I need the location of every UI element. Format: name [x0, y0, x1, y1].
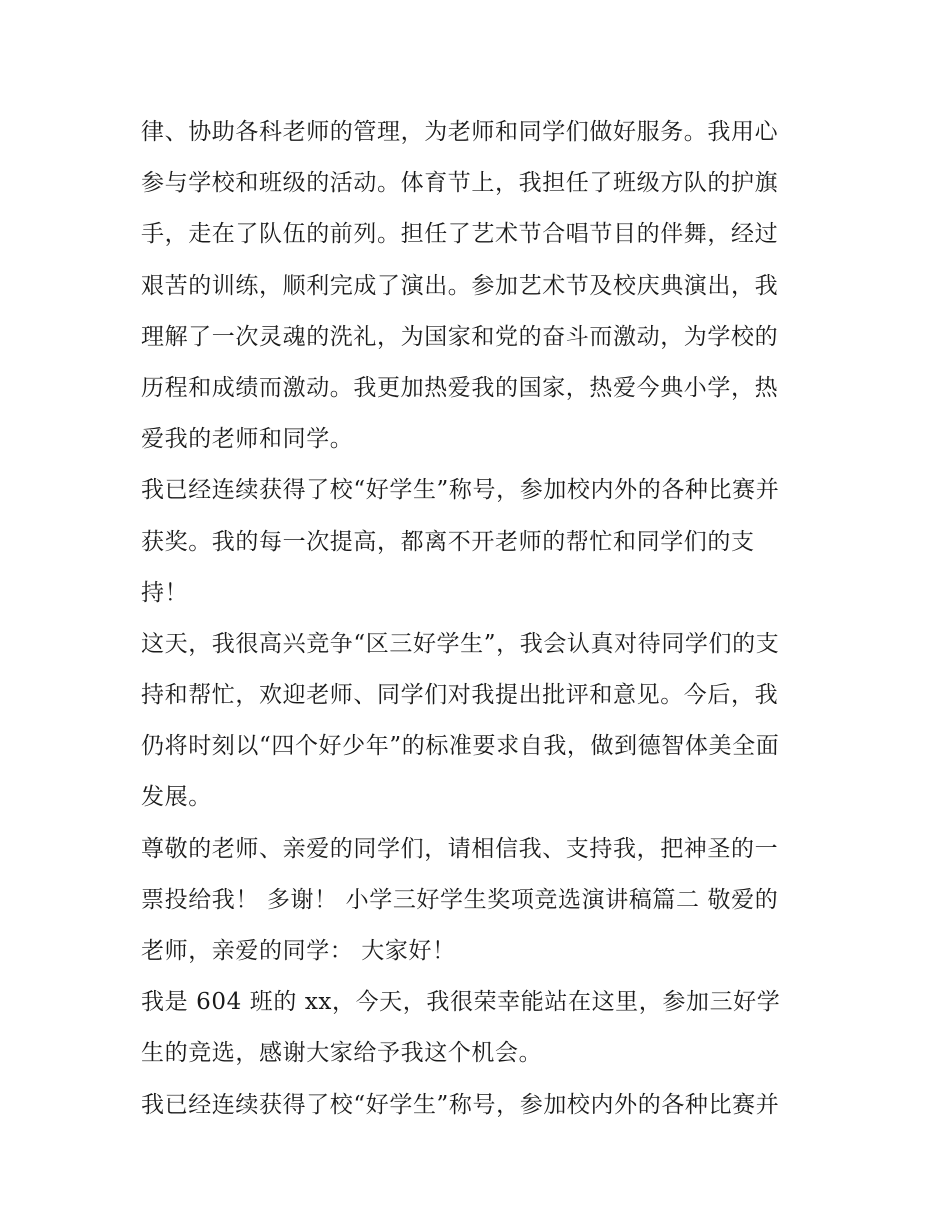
text-line: 获奖。我的每一次提高，都离不开老师的帮忙和同学们的支 — [141, 528, 755, 555]
text-line: 发展。 — [141, 784, 212, 811]
text-line: 生的竞选，感谢大家给予我这个机会。 — [141, 1040, 543, 1067]
text-line: 持和帮忙，欢迎老师、同学们对我提出批评和意见。今后，我 — [141, 682, 779, 709]
text-line: 爱我的老师和同学。 — [141, 426, 354, 453]
text-line: 票投给我！ 多谢！ 小学三好学生奖项竞选演讲稿篇二 敬爱的 — [141, 886, 779, 913]
text-line: 持！ — [141, 579, 189, 606]
text-line: 我是 604 班的 xx，今天，我很荣幸能站在这里，参加三好学 — [141, 989, 781, 1016]
text-line: 我已经连续获得了校“好学生”称号，参加校内外的各种比赛并 — [141, 477, 780, 504]
text-line: 尊敬的老师、亲爱的同学们，请相信我、支持我，把神圣的一 — [141, 835, 779, 862]
text-line: 历程和成绩而激动。我更加热爱我的国家，热爱今典小学，热 — [141, 374, 779, 401]
text-line: 参与学校和班级的活动。体育节上，我担任了班级方队的护旗 — [141, 170, 779, 197]
text-line: 艰苦的训练，顺利完成了演出。参加艺术节及校庆典演出，我 — [141, 272, 779, 299]
text-line: 手，走在了队伍的前列。担任了艺术节合唱节目的伴舞，经过 — [141, 221, 779, 248]
text-line: 我已经连续获得了校“好学生”称号，参加校内外的各种比赛并 — [141, 1091, 780, 1118]
document-body — [141, 107, 821, 1131]
text-line: 这天，我很高兴竞争“区三好学生”，我会认真对待同学们的支 — [141, 630, 780, 657]
text-line: 仍将时刻以“四个好少年”的标准要求自我，做到德智体美全面 — [141, 733, 780, 760]
text-line: 老师，亲爱的同学： 大家好！ — [141, 938, 456, 964]
text-line: 理解了一次灵魂的洗礼，为国家和党的奋斗而激动，为学校的 — [141, 323, 779, 350]
text-line: 律、协助各科老师的管理，为老师和同学们做好服务。我用心 — [141, 119, 779, 145]
